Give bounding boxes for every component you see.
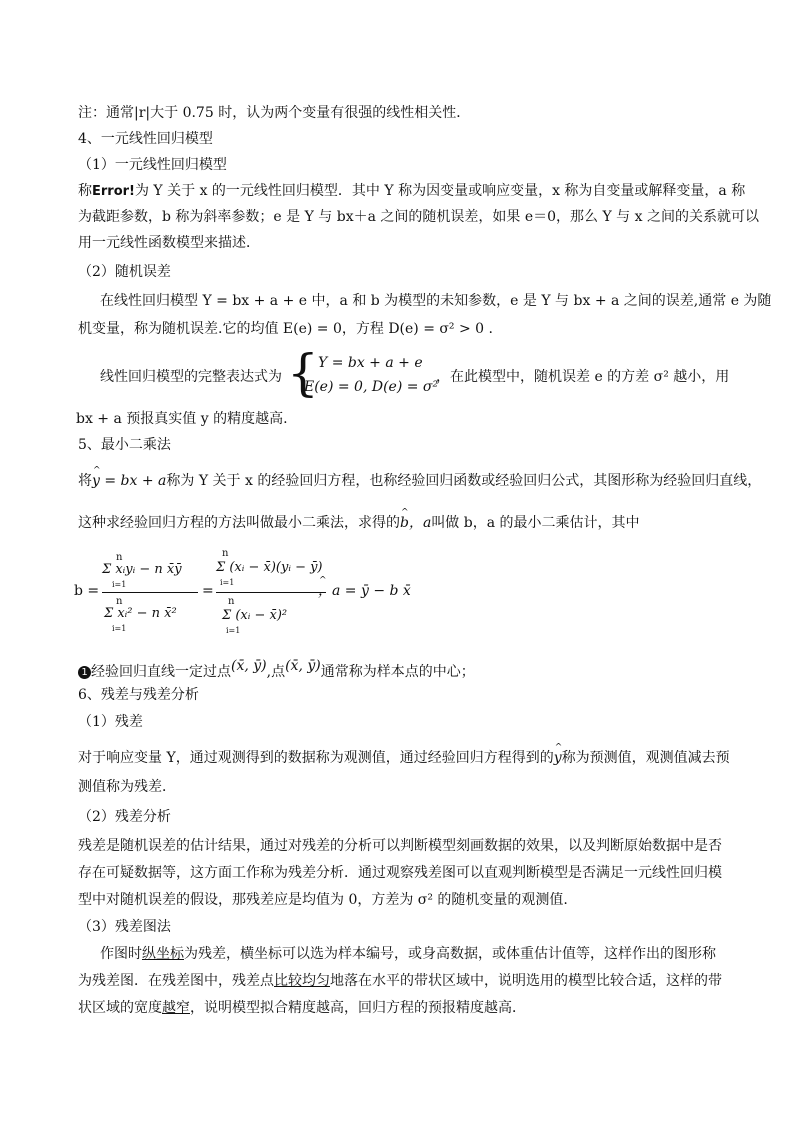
section-4-para2-line2: 机变量，称为随机误差.它的均值 E(e) = 0，方程 D(e) = σ² > 0 .	[78, 321, 493, 337]
text: 经验回归直线一定过点	[91, 664, 231, 680]
section-6-para1-line1	[78, 749, 730, 767]
text: 叫做 b，a 的最小二乘估计，其中	[431, 515, 640, 531]
text: 作图时	[100, 946, 142, 962]
circled-one-icon: 1	[78, 666, 91, 679]
section-6-para2-line1: 残差是随机误差的估计结果，通过对残差的分析可以判断模型刻画数据的效果，以及判断原始数据中是否	[78, 838, 722, 854]
text: 为残差，横坐标可以选为样本编号，或身高数据，或体重估计值等，这样作出的图形称	[184, 946, 716, 962]
sum-top: n	[222, 548, 229, 559]
section-6-para2-line3: 型中对随机误差的假设，那残差应是均值为 0，方差为 σ² 的随机变量的观测值.	[78, 892, 568, 908]
text: 越窄	[162, 1000, 190, 1016]
section-5-para1	[78, 472, 761, 490]
text: 称为预测值，观测值减去预	[561, 750, 730, 766]
section-5-para2	[78, 514, 640, 532]
section-6-sub2: （2）残差分析	[78, 809, 171, 825]
denominator-1: Σ xᵢ² − n x̄²	[104, 606, 177, 621]
sum-bottom: i=1	[112, 580, 127, 589]
text: ，说明模型拟合精度越高，回归方程的预报精度越高．	[190, 1000, 526, 1016]
center-point: (x̄, ȳ)	[231, 658, 267, 674]
predicted-y: ^ y	[554, 749, 562, 767]
fraction-2	[216, 548, 326, 640]
regression-equation: ^ y = bx + a	[92, 472, 166, 490]
text: 称	[78, 183, 92, 199]
note-line: 注：通常|r|大于 0.75 时，认为两个变量有很强的线性相关性．	[78, 105, 471, 121]
sum-top: n	[116, 596, 123, 607]
numerator-1: Σ xᵢyᵢ − n x̄ȳ	[102, 562, 182, 577]
section-4-heading: 4、一元线性回归模型	[78, 131, 213, 147]
system-brace: {	[287, 344, 319, 402]
section-4-para3-lead: 线性回归模型的完整表达式为	[100, 369, 282, 385]
section-6-para3-line3	[78, 999, 526, 1017]
fraction-1	[102, 552, 198, 636]
formula-lhs: b =	[74, 583, 100, 599]
text: 这种求经验回归方程的方法叫做最小二乘法，求得的	[78, 515, 400, 531]
text: 称为 Y 关于 x 的经验回归方程，也称经验回归函数或经验回归公式，其图形称为经验回归直线，	[166, 473, 762, 489]
text: ,点	[266, 664, 286, 680]
section-6-para2-line2: 存在可疑数据等，这方面工作称为残差分析．通过观察残差图可以直观判断模型是否满足一元线性回归模	[78, 865, 722, 881]
numerator-2: Σ (xᵢ − x̄)(yᵢ − ȳ)	[216, 560, 323, 575]
text: 比较均匀	[274, 973, 330, 989]
system-eq2: E(e) = 0, D(e) = σ²	[304, 379, 439, 395]
text: 状区域的宽度	[78, 1000, 162, 1016]
error-text: Error!	[92, 184, 135, 199]
text: 纵坐标	[142, 946, 184, 962]
system-eq1: Y = bx + a + e	[318, 355, 423, 371]
center-point: (x̄, ȳ)	[285, 658, 321, 674]
section-4-para1-line3: 用一元线性函数模型来描述．	[78, 235, 260, 251]
text: 为 Y 关于 x 的一元线性回归模型．其中 Y 称为因变量或响应变量，x 称为自变量或解释变量，a 称	[134, 183, 746, 199]
sum-bottom: i=1	[226, 626, 241, 635]
section-5-heading: 5、最小二乘法	[78, 437, 171, 453]
sum-top: n	[228, 596, 235, 607]
section-6-para3-line1	[100, 945, 716, 963]
section-4-para1-line2: 为截距参数，b 称为斜率参数；e 是 Y 与 bx＋a 之间的随机误差，如果 e＝0，那么 Y 与 x 之间的关系就可以	[78, 209, 759, 225]
estimates: ^ b，a	[400, 514, 431, 532]
text: 将	[78, 473, 92, 489]
section-4-sub2: （2）随机误差	[78, 264, 171, 280]
section-6-para3-line2	[78, 972, 722, 990]
section-6-heading: 6、残差与残差分析	[78, 687, 199, 703]
denominator-2: Σ (xᵢ − x̄)²	[222, 608, 288, 623]
text: 对于响应变量 Y，通过观测得到的数据称为观测值，通过经验回归方程得到的	[78, 750, 554, 766]
fraction-bar-1	[102, 592, 198, 593]
section-4-sub1: （1）一元线性回归模型	[78, 157, 227, 173]
section-4-para1-line1	[78, 182, 745, 201]
section-6-para1-line2: 测值称为残差．	[78, 779, 176, 795]
fraction-bar-2	[216, 592, 326, 593]
text: 地落在水平的带状区域中，说明选用的模型比较合适，这样的带	[330, 973, 722, 989]
section-4-para2-line1: 在线性回归模型 Y = bx + a + e 中，a 和 b 为模型的未知参数，e 是 Y 与 bx + a 之间的误差,通常 e 为随	[100, 293, 772, 309]
sum-bottom: i=1	[112, 624, 127, 633]
sum-bottom: i=1	[220, 578, 235, 587]
formula-equals: =	[202, 583, 214, 599]
text: 为残差图．在残差图中，残差点	[78, 973, 274, 989]
section-4-para3-tail: ，在此模型中，随机误差 e 的方差 σ² 越小，用	[436, 369, 730, 385]
conclusion-1	[78, 657, 475, 681]
section-6-sub3: （3）残差图法	[78, 919, 171, 935]
section-4-para3-line2: bx + a 预报真实值 y 的精度越高.	[76, 411, 288, 427]
section-6-sub1: （1）残差	[78, 714, 143, 730]
formula-a: ^ ，a = ȳ − b x̄	[318, 582, 411, 600]
text: 通常称为样本点的中心；	[320, 664, 475, 680]
sum-top: n	[116, 552, 123, 563]
